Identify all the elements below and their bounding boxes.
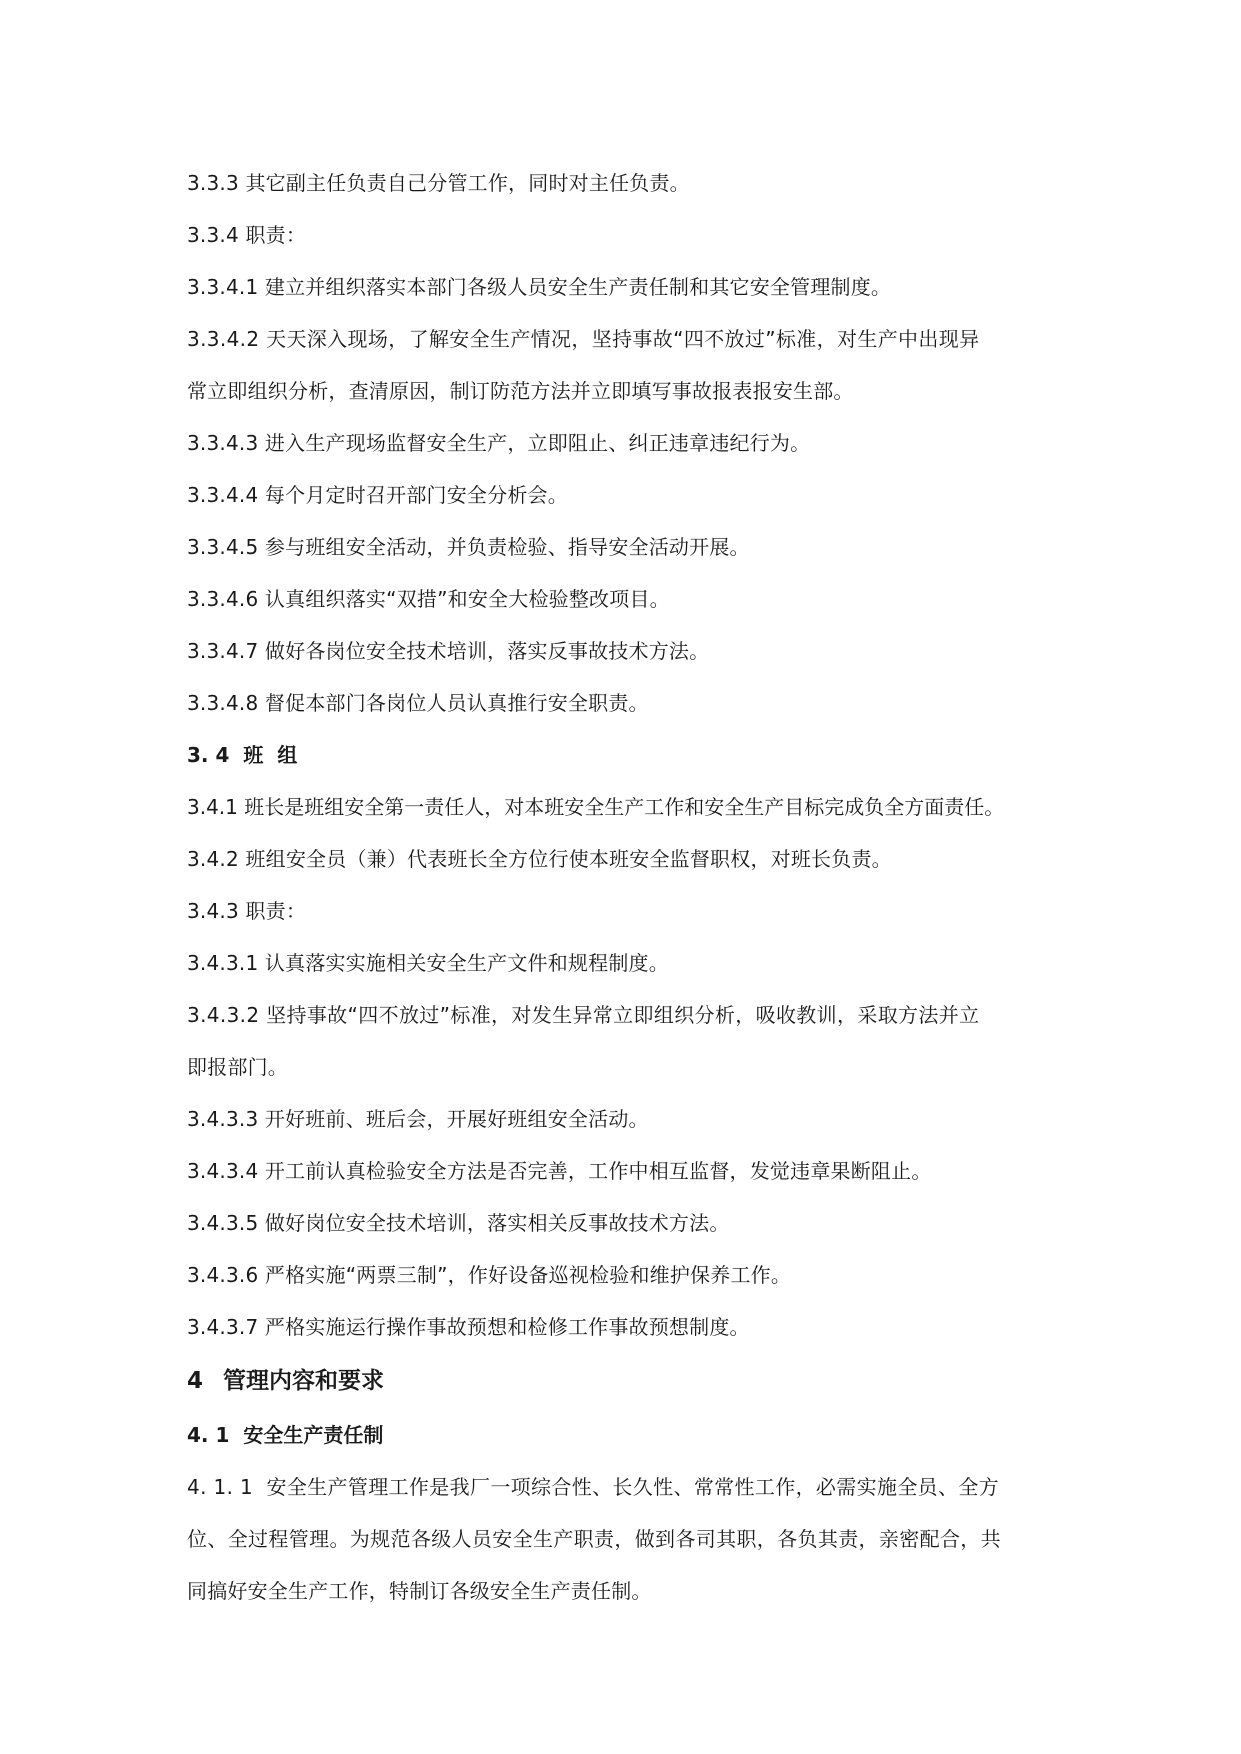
paragraph-4-1-1-line-3: 同搞好安全生产工作，特制订各级安全生产责任制。 bbox=[187, 1579, 652, 1603]
paragraph-3-3-4-2-line-2: 常立即组织分析，查清原因，制订防范方法并立即填写事故报表报安生部。 bbox=[187, 379, 854, 403]
paragraph-3-3-4-6: 3.3.4.6 认真组织落实“双措”和安全大检验整改项目。 bbox=[187, 587, 670, 611]
paragraph-3-4-3-6: 3.4.3.6 严格实施“两票三制”，作好设备巡视检验和维护保养工作。 bbox=[187, 1263, 792, 1287]
paragraph-3-4-2: 3.4.2 班组安全员（兼）代表班长全方位行使本班安全监督职权，对班长负责。 bbox=[187, 847, 892, 871]
paragraph-3-4-3-4: 3.4.3.4 开工前认真检验安全方法是否完善，工作中相互监督，发觉违章果断阻止。 bbox=[187, 1159, 932, 1183]
paragraph-4-1-1-line-1: 4. 1. 1 安全生产管理工作是我厂一项综合性、长久性、常常性工作，必需实施全员、全方 bbox=[187, 1475, 1000, 1499]
paragraph-3-4-1: 3.4.1 班长是班组安全第一责任人，对本班安全生产工作和安全生产目标完成负全方面责任。 bbox=[187, 795, 1005, 819]
paragraph-3-3-4-5: 3.3.4.5 参与班组安全活动，并负责检验、指导安全活动开展。 bbox=[187, 535, 750, 559]
paragraph-4-1-1-line-2: 位、全过程管理。为规范各级人员安全生产职责，做到各司其职，各负其责，亲密配合，共 bbox=[187, 1527, 1001, 1551]
paragraph-3-3-4-2-line-1: 3.3.4.2 天天深入现场，了解安全生产情况，坚持事故“四不放过”标准，对生产中出现异 bbox=[187, 327, 980, 351]
paragraph-3-3-4: 3.3.4 职责： bbox=[187, 223, 307, 247]
paragraph-3-4-3-5: 3.4.3.5 做好岗位安全技术培训，落实相关反事故技术方法。 bbox=[187, 1211, 730, 1235]
document-body bbox=[187, 157, 1057, 1617]
section-title: 班 组 bbox=[243, 743, 298, 767]
paragraph-3-4-3-1: 3.4.3.1 认真落实实施相关安全生产文件和规程制度。 bbox=[187, 951, 669, 975]
section-number: 3. 4 bbox=[187, 743, 230, 767]
paragraph-3-3-4-3: 3.3.4.3 进入生产现场监督安全生产，立即阻止、纠正违章违纪行为。 bbox=[187, 431, 811, 455]
paragraph-3-4-3: 3.4.3 职责： bbox=[187, 899, 307, 923]
paragraph-3-4-3-7: 3.4.3.7 严格实施运行操作事故预想和检修工作事故预想制度。 bbox=[187, 1315, 750, 1339]
paragraph-3-4-3-2-line-2: 即报部门。 bbox=[187, 1055, 288, 1079]
section-title: 管理内容和要求 bbox=[223, 1368, 384, 1394]
section-number: 4 bbox=[187, 1368, 204, 1394]
paragraph-3-3-4-8: 3.3.4.8 督促本部门各岗位人员认真推行安全职责。 bbox=[187, 691, 649, 715]
paragraph-3-3-3: 3.3.3 其它副主任负责自己分管工作，同时对主任负责。 bbox=[187, 171, 690, 195]
paragraph-3-3-4-7: 3.3.4.7 做好各岗位安全技术培训，落实反事故技术方法。 bbox=[187, 639, 710, 663]
section-number: 4. 1 bbox=[187, 1423, 230, 1447]
section-heading-4 bbox=[187, 1353, 1057, 1409]
section-heading-4-1 bbox=[187, 1409, 1057, 1461]
paragraph-3-3-4-4: 3.3.4.4 每个月定时召开部门安全分析会。 bbox=[187, 483, 568, 507]
paragraph-3-3-4-1: 3.3.4.1 建立并组织落实本部门各级人员安全生产责任制和其它安全管理制度。 bbox=[187, 275, 892, 299]
paragraph-3-4-3-3: 3.4.3.3 开好班前、班后会，开展好班组安全活动。 bbox=[187, 1107, 649, 1131]
section-title: 安全生产责任制 bbox=[243, 1423, 384, 1447]
paragraph-3-4-3-2-line-1: 3.4.3.2 坚持事故“四不放过”标准，对发生异常立即组织分析，吸收教训，采取方法并立 bbox=[187, 1003, 980, 1027]
section-heading-3-4 bbox=[187, 729, 1057, 781]
